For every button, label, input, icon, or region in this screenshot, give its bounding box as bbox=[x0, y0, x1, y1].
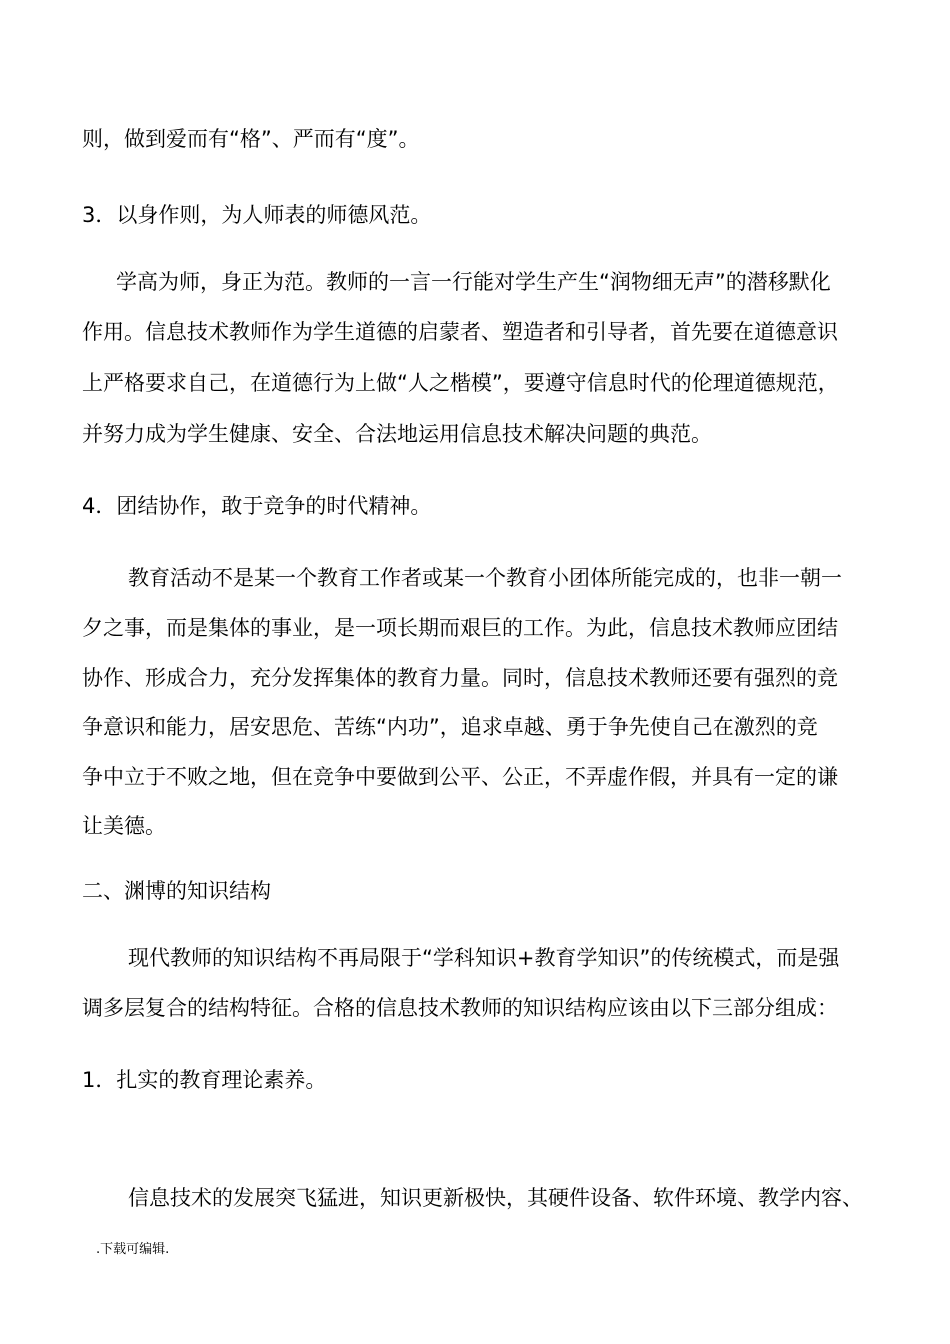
section-heading: 4．团结协作，敢于竞争的时代精神。 bbox=[82, 494, 432, 518]
text-line: 上严格要求自己，在道德行为上做“人之楷模”，要遵守信息时代的伦理道德规范， bbox=[82, 371, 839, 395]
text-line: 学高为师，身正为范。教师的一言一行能对学生产生“润物细无声”的潜移默化 bbox=[116, 270, 831, 294]
text-line: 让美德。 bbox=[82, 814, 166, 838]
text-line: 现代教师的知识结构不再局限于“学科知识+教育学知识”的传统模式，而是强 bbox=[128, 946, 840, 970]
section-heading: 二、渊博的知识结构 bbox=[82, 879, 271, 903]
text-line: 教育活动不是某一个教育工作者或某一个教育小团体所能完成的，也非一朝一 bbox=[128, 566, 842, 590]
text-line: 争意识和能力，居安思危、苦练“内功”，追求卓越、勇于争先使自己在激烈的竞 bbox=[82, 715, 818, 739]
text-line: 作用。信息技术教师作为学生道德的启蒙者、塑造者和引导者，首先要在道德意识 bbox=[82, 320, 838, 344]
text-line: 争中立于不败之地，但在竞争中要做到公平、公正，不弄虚作假，并具有一定的谦 bbox=[82, 765, 838, 789]
text-line: 协作、形成合力，充分发挥集体的教育力量。同时，信息技术教师还要有强烈的竞 bbox=[82, 666, 838, 690]
text-line: 调多层复合的结构特征。合格的信息技术教师的知识结构应该由以下三部分组成： bbox=[82, 996, 838, 1020]
text-line: 信息技术的发展突飞猛进，知识更新极快，其硬件设备、软件环境、教学内容、 bbox=[128, 1186, 863, 1210]
text-line: 则，做到爱而有“格”、严而有“度”。 bbox=[82, 127, 420, 151]
text-line: 夕之事，而是集体的事业，是一项长期而艰巨的工作。为此，信息技术教师应团结 bbox=[82, 616, 838, 640]
section-heading: 1．扎实的教育理论素养。 bbox=[82, 1068, 327, 1092]
page-footer: .下载可编辑. bbox=[96, 1242, 170, 1257]
section-heading: 3．以身作则，为人师表的师德风范。 bbox=[82, 203, 432, 227]
text-line: 并努力成为学生健康、安全、合法地运用信息技术解决问题的典范。 bbox=[82, 422, 712, 446]
